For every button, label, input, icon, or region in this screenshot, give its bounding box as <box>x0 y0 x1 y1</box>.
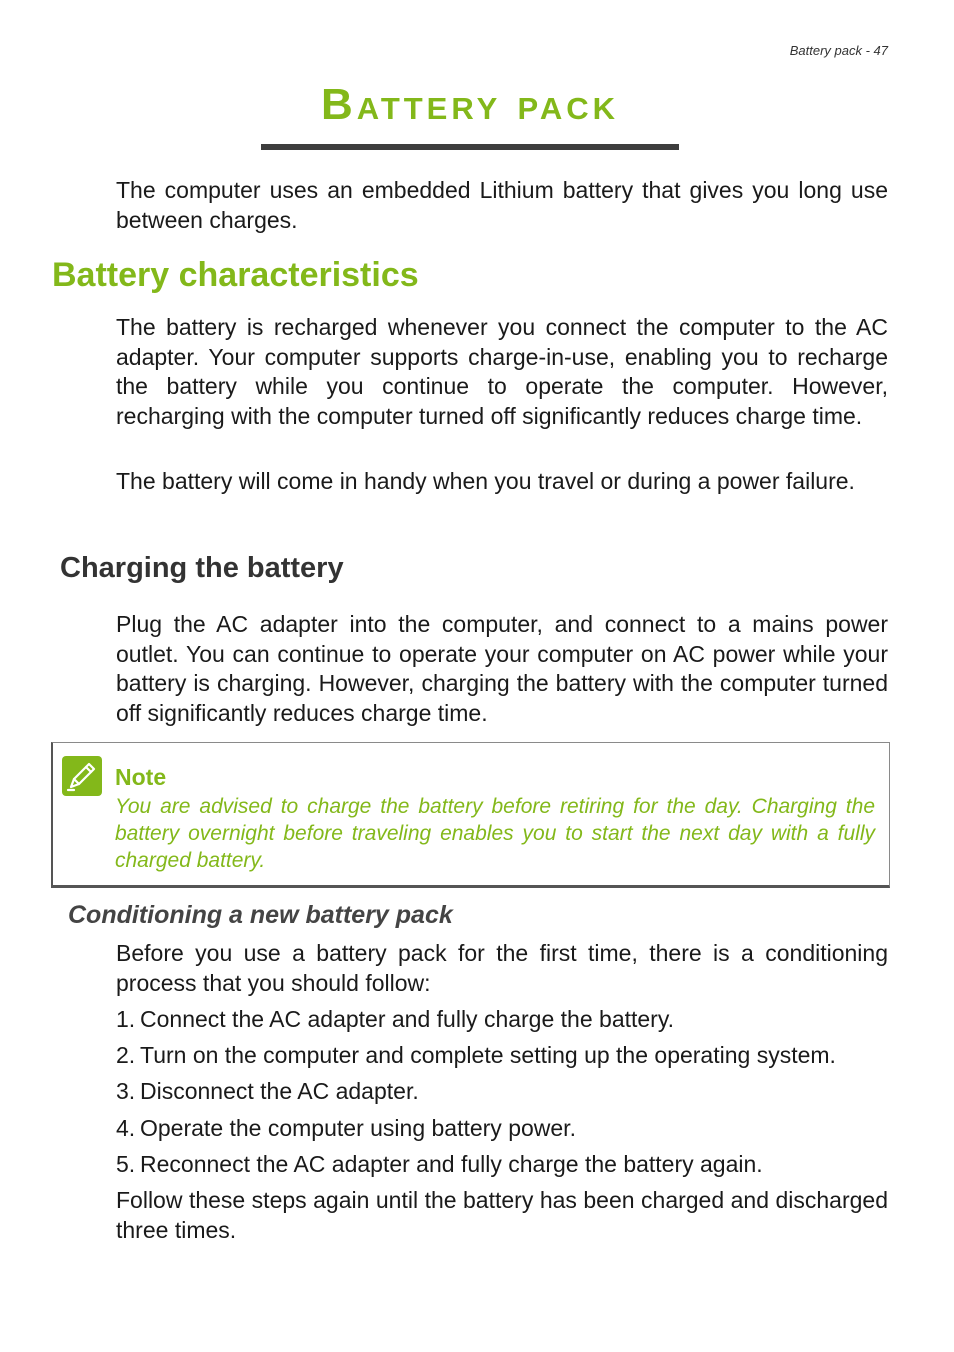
list-item <box>116 1041 888 1070</box>
list-item-number: 5. <box>116 1151 136 1177</box>
intro-paragraph: The computer uses an embedded Lithium battery that gives you long use between charges. <box>116 177 888 233</box>
page-header: Battery pack - 47 <box>789 43 888 58</box>
list-item-number: 3. <box>116 1078 136 1104</box>
list-item-number: 4. <box>116 1115 136 1141</box>
list-item-text: Connect the AC adapter and fully charge the battery. <box>140 1006 675 1032</box>
conditioning-outro: Follow these steps again until the battery has been charged and discharged three times. <box>116 1187 888 1243</box>
conditioning-intro: Before you use a battery pack for the first time, there is a conditioning process that you should follow: <box>116 940 888 996</box>
list-item-number: 2. <box>116 1042 136 1068</box>
note-box <box>51 742 890 888</box>
list-item <box>116 1150 888 1179</box>
title-underline <box>261 144 679 150</box>
list-item-number: 1. <box>116 1006 136 1032</box>
section-heading-conditioning: Conditioning a new battery pack <box>68 901 453 929</box>
note-body: You are advised to charge the battery before retiring for the day. Charging the battery overnight before traveling enables you to start the next day with a fully charged battery. <box>115 795 875 872</box>
section-heading-charging: Charging the battery <box>60 552 344 584</box>
list-item-text: Operate the computer using battery power. <box>140 1115 576 1141</box>
section-heading-characteristics: Battery characteristics <box>52 256 419 294</box>
characteristics-paragraph-1: The battery is recharged whenever you connect the computer to the AC adapter. Your computer supports charge-in-use, enabling you to recharge the battery while you continue to operate the computer. However, recharging with the computer turned off significantly reduces charge time. <box>116 314 888 429</box>
note-title: Note <box>115 764 167 790</box>
list-item <box>116 1077 888 1106</box>
list-item <box>116 1114 888 1143</box>
list-item-text: Disconnect the AC adapter. <box>140 1078 419 1104</box>
charging-paragraph: Plug the AC adapter into the computer, and connect to a mains power outlet. You can continue to operate your computer on AC power while your battery is charging. However, charging the battery with the computer turned off significantly reduces charge time. <box>116 611 888 726</box>
page-title: Battery pack <box>320 80 620 129</box>
list-item <box>116 1005 888 1034</box>
list-item-text: Turn on the computer and complete setting up the operating system. <box>140 1042 836 1068</box>
list-item-text: Reconnect the AC adapter and fully charge the battery again. <box>140 1151 763 1177</box>
characteristics-paragraph-2: The battery will come in handy when you travel or during a power failure. <box>116 468 855 494</box>
pencil-icon <box>62 756 102 796</box>
